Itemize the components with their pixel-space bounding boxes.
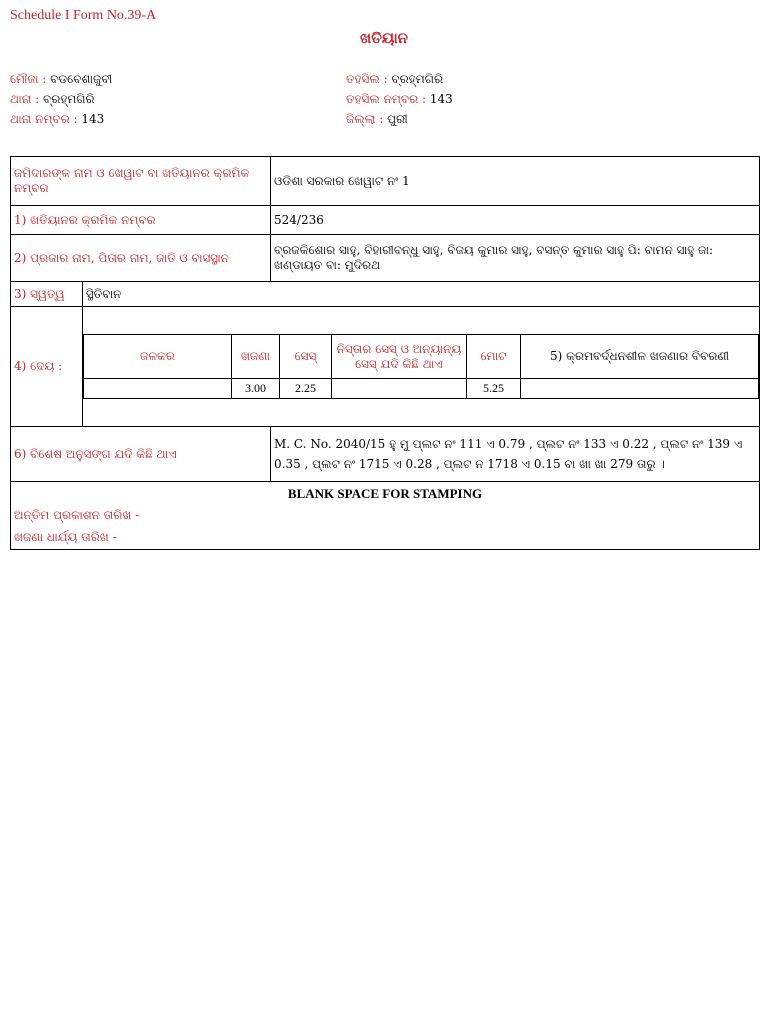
nistar-header: ନିସ୍ତାର ସେସ୍ ଓ ଅନ୍ୟାନ୍ୟ ସେସ୍ ଯଦି କିଛି ଥାଏ (332, 335, 467, 379)
special-row (11, 427, 760, 482)
tahasil-label: ତହସିଲ : (346, 72, 392, 86)
landlord-label: ଜମିଦାରଙ୍କ ନାମ ଓ ଖେୱାଟ ବା ଖତିୟାନର କ୍ରମିକ ନମ୍ବର (11, 157, 271, 206)
progressive-header: 5) କ୍ରମବର୍ଦ୍ଧନଶୀଳ ଖଜଣାର ବିବରଣୀ (521, 335, 759, 379)
tahasil-number-label: ତହସିଲ ନମ୍ବର : (346, 92, 430, 106)
special-label: 6) ବିଶେଷ ଅନୁସଙ୍ଗ ଯଦି କିଛି ଥାଏ (11, 427, 271, 482)
serial-label: 1) ଖତିୟାନର କ୍ରମିକ ନମ୍ବର (11, 206, 271, 235)
total-value: 5.25 (467, 379, 521, 399)
district-label: ଜିଲ୍ଲା : (346, 112, 388, 126)
jalkar-value (84, 379, 232, 399)
jalkar-header: ଜଳକର (84, 335, 232, 379)
mouza-label: ମୌଜା : (10, 72, 51, 86)
dues-header-row (84, 335, 759, 379)
tahasil-number-line (346, 89, 453, 109)
landlord-value: ଓଡିଶା ସରକାର ଖେୱାଟ ନଂ 1 (271, 157, 760, 206)
district-line (346, 109, 453, 129)
right-value: ସ୍ଥିତିବାନ (83, 282, 760, 307)
meta-right (346, 69, 453, 129)
stamp-row (11, 482, 760, 550)
stamp-title: BLANK SPACE FOR STAMPING (287, 485, 483, 501)
total-header: ମୋଟ (467, 335, 521, 379)
thana-number-value: 143 (81, 112, 105, 126)
mouza-value: ବଡବେଶାଜୁବୀ (50, 72, 113, 86)
tenant-label: 2) ପ୍ରଜାର ନାମ, ପିତାର ନାମ, ଜାତି ଓ ବାସସ୍ଥାନ (11, 235, 271, 282)
tahasil-value: ବ୍ରହ୍ମଗିରି (391, 72, 444, 86)
serial-value: 524/236 (271, 206, 760, 235)
landlord-row (11, 157, 760, 206)
dues-cell (83, 307, 760, 427)
cess-header: ସେସ୍ (280, 335, 332, 379)
dues-values-row (84, 379, 759, 399)
right-row (11, 282, 760, 307)
dues-row (11, 307, 760, 427)
rent-fixation-date-label: ଖଜଣା ଧାର୍ଯ୍ୟ ତାରିଖ - (14, 529, 117, 544)
tenant-row (11, 235, 760, 282)
progressive-value (521, 379, 759, 399)
tenant-value: ବ୍ରଜକିଶୋର ସାହୁ, ବିହାରୀବନ୍ଧୁ ସାହୁ, ବିଜୟ କୁମାର ସାହୁ, ବସନ୍ତ କୁମାର ସାହୁ ପି: ବାମନ ସାହୁ ଜା: ଖଣ୍ଡାୟତ ବା: ମୁଦିରଥ (271, 235, 760, 282)
stamp-cell (11, 482, 760, 550)
tahasil-number-value: 143 (429, 92, 453, 106)
form-number: Schedule I Form No.39-A (10, 8, 157, 23)
thana-number-label: ଥାନା ନମ୍ବର : (10, 112, 82, 126)
thana-value: ବ୍ରହ୍ମଗିରି (43, 92, 95, 106)
khatiyan-table (10, 156, 760, 550)
dues-table (83, 334, 759, 399)
special-value: M. C. No. 2040/15 ହୁ ମୁ ପ୍ଲଟ ନଂ 111 ଏ 0.79 , ପ୍ଲଟ ନଂ 133 ଏ 0.22 , ପ୍ଲଟ ନଂ 139 ଏ 0.35 , ପ୍ଲଟ ନଂ 1715 ଏ 0.28 , ପ୍ଲଟ ନ 1718 ଏ 0.15 ବା ଖା ଖା 279 ତାରୁ । (271, 427, 760, 482)
district-value: ପୁରୀ (387, 112, 408, 126)
final-publication-date-label: ଅନ୍ତିମ ପ୍ରକାଶନ ତାରିଖ - (14, 507, 140, 522)
thana-label: ଥାନା : (10, 92, 44, 106)
nistar-value (332, 379, 467, 399)
thana-line (10, 89, 112, 109)
dues-label: 4) ଦେୟ : (11, 307, 83, 427)
serial-row (11, 206, 760, 235)
meta-left (10, 69, 112, 129)
thana-number-line (10, 109, 112, 129)
tahasil-line (346, 69, 453, 89)
document-title: ଖତିୟାନ (359, 29, 409, 47)
khajana-header: ଖଜଣା (232, 335, 280, 379)
right-label: 3) ସ୍ୱତ୍ୱ (11, 282, 83, 307)
cess-value: 2.25 (280, 379, 332, 399)
khajana-value: 3.00 (232, 379, 280, 399)
mouza-line (10, 69, 112, 89)
